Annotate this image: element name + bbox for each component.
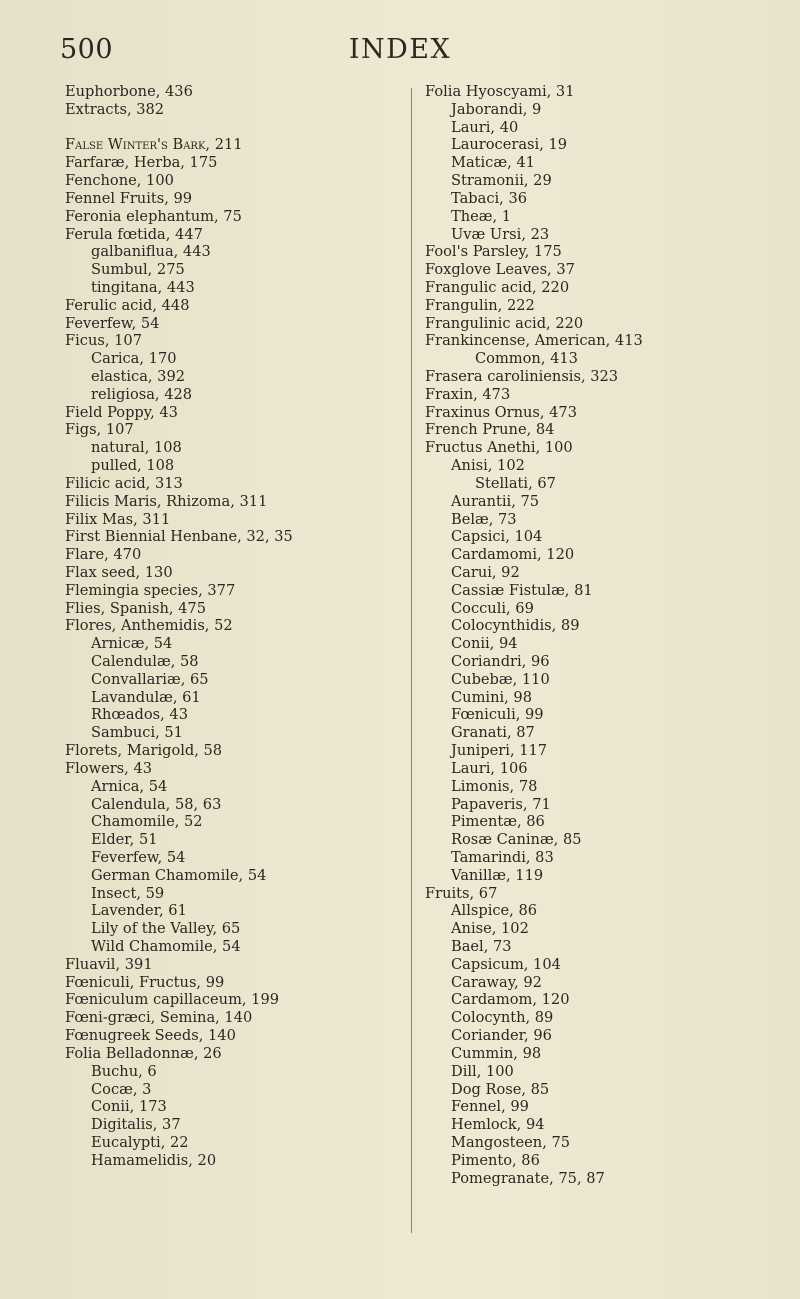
index-entry: Theæ, 1 xyxy=(451,207,512,225)
index-entry: natural, 108 xyxy=(91,439,182,457)
index-entry: Chamomile, 52 xyxy=(91,813,203,831)
index-entry: Flax seed, 130 xyxy=(65,563,173,581)
index-entry: Papaveris, 71 xyxy=(451,795,551,813)
index-entry: Belæ, 73 xyxy=(451,510,517,528)
index-entry: Fœniculum capillaceum, 199 xyxy=(65,991,280,1009)
index-entry: French Prune, 84 xyxy=(425,421,555,439)
index-entry: Fructus Anethi, 100 xyxy=(425,439,573,457)
index-entry: Folia Hyoscyami, 31 xyxy=(425,83,575,100)
index-entry: Foxglove Leaves, 37 xyxy=(425,261,575,279)
index-entry xyxy=(65,119,395,137)
index-entry: Cubebæ, 110 xyxy=(451,670,550,688)
index-entry: Anise, 102 xyxy=(451,920,529,938)
index-entry: Fraxin, 473 xyxy=(425,385,511,403)
index-entry: Lauri, 40 xyxy=(451,118,519,136)
index-entry: Digitalis, 37 xyxy=(91,1116,181,1134)
index-entry: Fœniculi, 99 xyxy=(451,706,544,724)
index-entry: Fœniculi, Fructus, 99 xyxy=(65,973,225,991)
index-entry: Convallariæ, 65 xyxy=(91,670,209,688)
index-entry: Anisi, 102 xyxy=(451,457,525,475)
index-entry: German Chamomile, 54 xyxy=(91,866,267,884)
index-entry: Calendula, 58, 63 xyxy=(91,795,222,813)
index-entry: Ficus, 107 xyxy=(65,332,142,350)
index-entry: Conii, 173 xyxy=(91,1098,167,1116)
index-entry: Pomegranate, 75, 87 xyxy=(451,1169,605,1187)
index-entry: Cocculi, 69 xyxy=(451,599,534,617)
index-entry: Rosæ Caninæ, 85 xyxy=(451,831,582,849)
index-entry: Hemlock, 94 xyxy=(451,1116,545,1134)
index-entry: Bael, 73 xyxy=(451,938,512,955)
index-entry: Feverfew, 54 xyxy=(91,848,186,866)
index-entry: First Biennial Henbane, 32, 35 xyxy=(65,528,293,546)
index-entry: Fraxinus Ornus, 473 xyxy=(425,403,577,421)
index-entry: Frangulinic acid, 220 xyxy=(425,314,584,332)
index-entry: religiosa, 428 xyxy=(91,385,193,403)
index-entry: Capsicum, 104 xyxy=(451,955,561,973)
index-entry: Fennel Fruits, 99 xyxy=(65,189,193,207)
index-entry: Stramonii, 29 xyxy=(451,172,552,190)
index-entry: Juniperi, 117 xyxy=(451,742,548,760)
index-entry: Euphorbone, 436 xyxy=(65,83,193,100)
index-entry: Extracts, 382 xyxy=(65,100,165,118)
index-entry: Frankincense, American, 413 xyxy=(425,332,643,350)
index-entry: Carica, 170 xyxy=(91,350,177,368)
index-entry: Sumbul, 275 xyxy=(91,261,185,279)
index-entry: galbaniflua, 443 xyxy=(91,243,211,261)
index-entry: Fœni-græci, Semina, 140 xyxy=(65,1009,253,1027)
index-entry: Elder, 51 xyxy=(91,831,158,849)
index-entry: Rhœados, 43 xyxy=(91,706,188,724)
index-entry: Lavender, 61 xyxy=(91,902,187,920)
index-entry: Colocynth, 89 xyxy=(451,1009,554,1027)
index-entry: Tamarindi, 83 xyxy=(451,848,554,866)
index-entry: Stellati, 67 xyxy=(475,474,556,492)
index-entry: Carui, 92 xyxy=(451,563,520,581)
index-entry: Capsici, 104 xyxy=(451,528,543,546)
index-entry: Aurantii, 75 xyxy=(451,492,540,510)
index-entry: Florets, Marigold, 58 xyxy=(65,742,223,760)
index-entry: Fenchone, 100 xyxy=(65,172,174,190)
index-entry: Dog Rose, 85 xyxy=(451,1080,550,1098)
index-entry: Figs, 107 xyxy=(65,421,134,439)
index-entry: Common, 413 xyxy=(475,350,578,368)
index-entry: Flores, Anthemidis, 52 xyxy=(65,617,233,635)
index-entry: Cardamom, 120 xyxy=(451,991,570,1009)
index-entry: Ferulic acid, 448 xyxy=(65,296,190,314)
index-entry: Colocynthidis, 89 xyxy=(451,617,580,635)
index-entry: Cocæ, 3 xyxy=(91,1080,152,1098)
index-entry: Pimento, 86 xyxy=(451,1151,540,1169)
index-entry: Ferula fœtida, 447 xyxy=(65,225,203,243)
index-entry: Coriandri, 96 xyxy=(451,653,550,670)
index-entry: Flemingia species, 377 xyxy=(65,581,236,599)
page-header xyxy=(0,34,800,70)
index-entry: Fennel, 99 xyxy=(451,1098,529,1116)
index-entry: Flare, 470 xyxy=(65,546,142,564)
index-entry: False Winter's Bark, 211 xyxy=(65,136,243,154)
index-entry: Farfaræ, Herba, 175 xyxy=(65,154,218,172)
index-entry: Eucalypti, 22 xyxy=(91,1133,189,1151)
index-entry: Laurocerasi, 19 xyxy=(451,136,568,154)
index-entry: Granati, 87 xyxy=(451,724,535,742)
index-entry: Frasera caroliniensis, 323 xyxy=(425,368,619,385)
index-entry: Wild Chamomile, 54 xyxy=(91,938,241,955)
index-entry: elastica, 392 xyxy=(91,368,186,385)
index-entry: Allspice, 86 xyxy=(451,902,538,920)
index-entry: Field Poppy, 43 xyxy=(65,403,178,421)
index-entry: Fruits, 67 xyxy=(425,884,498,902)
index-entry: Cummin, 98 xyxy=(451,1044,542,1062)
index-entry: Pimentæ, 86 xyxy=(451,813,545,831)
index-entry: Lavandulæ, 61 xyxy=(91,688,201,706)
index-entry: Buchu, 6 xyxy=(91,1062,157,1080)
index-entry: Feverfew, 54 xyxy=(65,314,160,332)
index-entry: Filicic acid, 313 xyxy=(65,474,183,492)
running-head: INDEX xyxy=(348,34,452,65)
index-entry: Feronia elephantum, 75 xyxy=(65,207,242,225)
index-entry: Cassiæ Fistulæ, 81 xyxy=(451,581,593,599)
index-entry: Hamamelidis, 20 xyxy=(91,1151,217,1169)
index-entry: Cumini, 98 xyxy=(451,688,532,706)
index-entry: Insect, 59 xyxy=(91,884,165,902)
index-entry: Fool's Parsley, 175 xyxy=(425,243,562,261)
index-entry: Frangulic acid, 220 xyxy=(425,278,570,296)
index-entry: Lily of the Valley, 65 xyxy=(91,920,241,938)
index-column-right xyxy=(425,83,755,1187)
index-entry: Limonis, 78 xyxy=(451,777,538,795)
index-entry: Flowers, 43 xyxy=(65,759,153,777)
index-entry: Arnicæ, 54 xyxy=(91,635,173,653)
index-entry: Vanillæ, 119 xyxy=(451,866,544,884)
index-entry: Filix Mas, 311 xyxy=(65,510,171,528)
index-entry: Filicis Maris, Rhizoma, 311 xyxy=(65,492,268,510)
index-entry: Fœnugreek Seeds, 140 xyxy=(65,1027,236,1045)
index-entry: Jaborandi, 9 xyxy=(451,100,542,118)
index-entry: Maticæ, 41 xyxy=(451,154,535,172)
index-entry: Lauri, 106 xyxy=(451,759,528,777)
index-entry: Sambuci, 51 xyxy=(91,724,183,742)
index-entry: Uvæ Ursi, 23 xyxy=(451,225,550,243)
index-entry: Mangosteen, 75 xyxy=(451,1133,571,1151)
index-entry: Conii, 94 xyxy=(451,635,518,653)
index-entry: Folia Belladonnæ, 26 xyxy=(65,1044,222,1062)
index-entry: Cardamomi, 120 xyxy=(451,546,575,564)
index-entry: Dill, 100 xyxy=(451,1062,514,1080)
index-entry: Frangulin, 222 xyxy=(425,296,535,314)
index-entry: Coriander, 96 xyxy=(451,1027,552,1045)
index-entry: Flies, Spanish, 475 xyxy=(65,599,206,617)
index-entry: Arnica, 54 xyxy=(91,777,168,795)
index-entry: Fluavil, 391 xyxy=(65,955,153,973)
index-entry: Caraway, 92 xyxy=(451,973,542,991)
index-entry: Calendulæ, 58 xyxy=(91,653,199,670)
column-divider xyxy=(411,88,412,1233)
page-number: 500 xyxy=(60,34,114,65)
index-entry: tingitana, 443 xyxy=(91,278,195,296)
index-entry: pulled, 108 xyxy=(91,457,175,475)
index-column-left xyxy=(65,83,395,1170)
index-entry: Tabaci, 36 xyxy=(451,189,528,207)
